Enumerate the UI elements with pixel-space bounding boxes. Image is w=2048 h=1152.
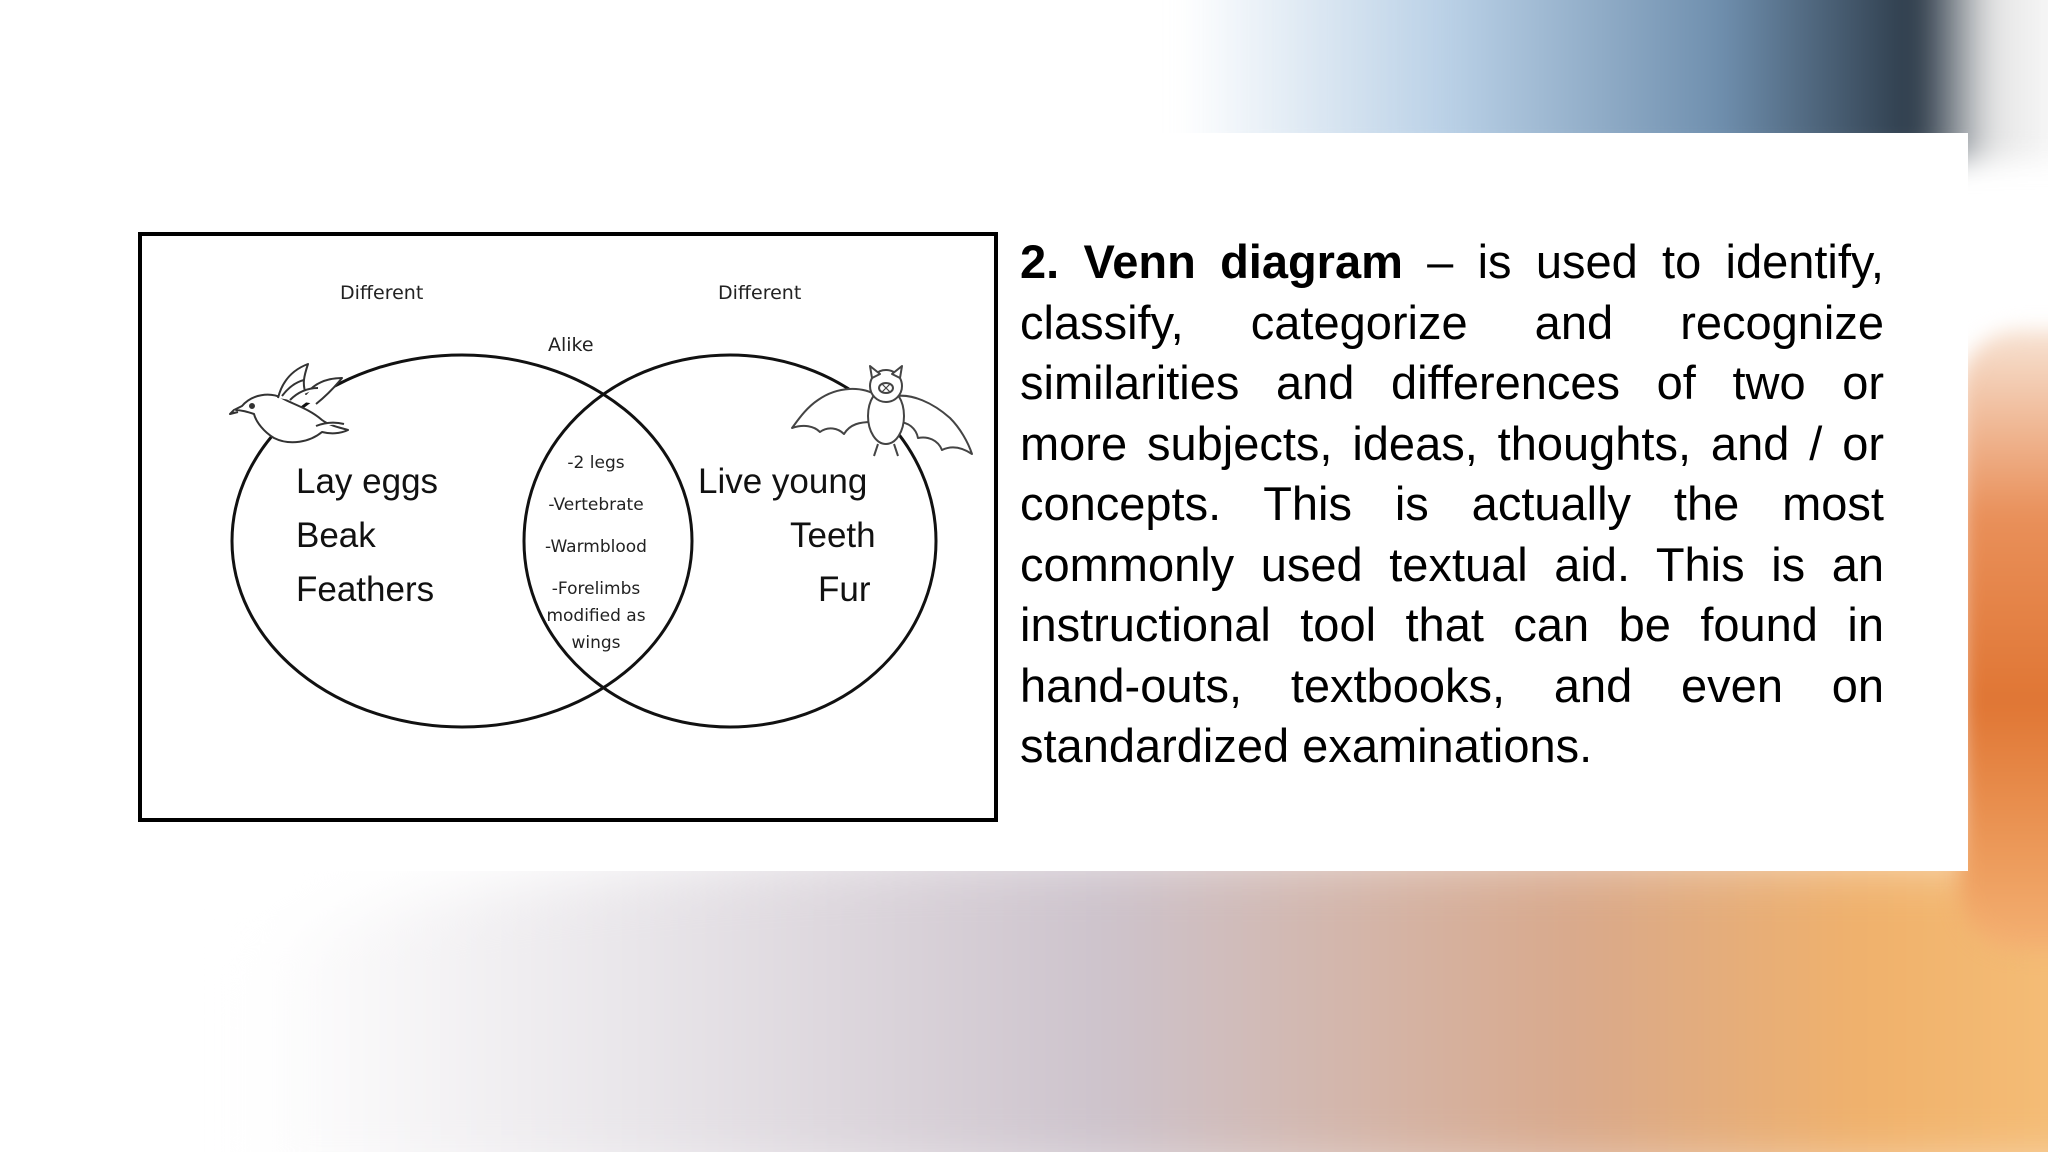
center-item: -2 legs <box>567 453 625 473</box>
center-item: -Vertebrate <box>548 495 644 515</box>
background-blur-bottom <box>250 850 2048 1152</box>
description-heading: 2. Venn diagram <box>1020 235 1403 288</box>
right-item: Live young <box>698 462 868 501</box>
center-item: -Warmblood <box>545 537 647 557</box>
left-item: Feathers <box>296 570 435 609</box>
background-blur-right <box>1960 330 2048 950</box>
venn-description <box>1020 232 1884 777</box>
description-body: – is used to identify, classify, categorize and recognize similarities and differences of two or more subjects, ideas, thoughts, and / or concepts. This is actually the most commonly used textual aid. This is an instructional tool that can be found in hand-outs, textbooks, and even on standardized examinations. <box>1020 235 1884 772</box>
bat-icon <box>792 366 972 456</box>
bird-icon <box>230 364 348 442</box>
venn-diagram-frame <box>138 232 998 822</box>
middle-header-label: Alike <box>548 334 594 356</box>
right-item: Teeth <box>790 516 876 555</box>
left-item: Beak <box>296 516 376 555</box>
center-item: -Forelimbs modified as wings <box>546 579 646 653</box>
right-item: Fur <box>818 570 871 609</box>
right-header-label: Different <box>718 282 802 304</box>
left-header-label: Different <box>340 282 424 304</box>
left-item: Lay eggs <box>296 462 439 501</box>
